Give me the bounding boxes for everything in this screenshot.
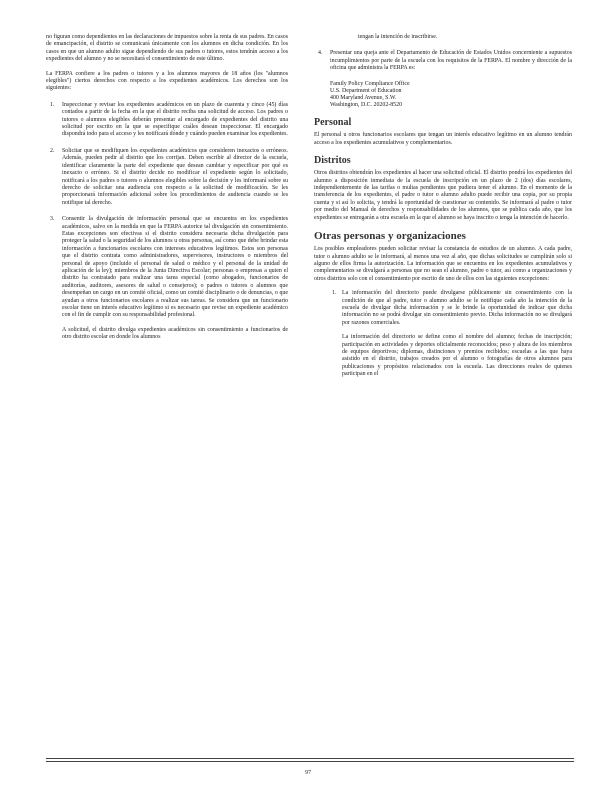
list-number: 1.	[50, 101, 55, 108]
exception-item-1	[314, 290, 572, 378]
footer-rule-top	[46, 758, 574, 759]
list-number: 2.	[50, 147, 55, 154]
rights-item-4	[314, 50, 572, 109]
address-line: Washington, D.C. 20202-8520	[330, 102, 403, 109]
office-address	[330, 81, 572, 110]
list-text: La información del directorio se define como el nombre del alumno; fechas de inscripción; participación en actividades y deportes oficialmente reconocidos; peso y altura de los miembros de equipos deportivos; diplomas, distinciones y premios recibidos; escuelas a las que haya asistido en el distrito, trabajos creados por el alumno o fotografías de otros alumnos para publicaciones y propósitos relacionados con la escuela. Las direcciones reales de quienes participan en el	[342, 334, 572, 378]
address-line: Family Policy Compliance Office	[330, 80, 410, 87]
distritos-text: Otros distritos obtendrán los expedientes al hacer una solicitud oficial. El distrito pondrá los expedientes del alumno a disposición inmediata de la escuela de inscripción en un plazo de 2 (dos) días escolares, independientemente de las tarifas o multas pendientes que pudiera tener el alumno. En el momento de la transferencia de los expedientes, el padre o tutor o alumno adulto puede recibir una copia, por su propia cuenta y si así lo solicita, y tendrá la oportunidad de cuestionar su contenido. Se informará al padre o tutor por medio del Manual de derechos y responsabilidades de los alumnos, que se publica cada año, que los expedientes se entregarán a otra escuela en la que el alumno se haya inscrito o tenga la intención de hacerlo.	[314, 170, 572, 221]
otras-personas-text: Los posibles empleadores pueden solicitar revisar la constancia de estudios de un alumno. A cada padre, tutor o alumno adulto se le informará, al menos una vez al año, que dichas solicitudes se cumplirán solo si alguno de ellos firma la autorización. La información que se encuentra en los expedientes acumulativos y complementarios se divulgará a personas que no sean el alumno, padre o tutor, así como a organizaciones y otros distritos solo con el consentimiento por escrito de uno de ellos con las siguientes excepciones:	[314, 246, 572, 282]
heading-distritos: Distritos	[314, 155, 351, 167]
rights-item-3	[46, 216, 288, 342]
left-column	[46, 34, 288, 342]
list-number: 3.	[50, 216, 55, 223]
list-text: Presentar una queja ante el Departamento de Educación de Estados Unidos concerniente a supuestos incumplimientos por parte de la escuela con los requisitos de la FERPA. El nombre y dirección de la oficina que administra la FERPA es:	[330, 50, 572, 72]
column-continuation: tengan la intención de inscribirse.	[358, 34, 438, 40]
list-text: Solicitar que se modifiquen los expedientes académicos que consideren inexactos o erróneos. Además, pueden pedir al distrito que los corrijan. Deben escribir al director de la escuela, identificar claramente la parte del expediente que desean cambiar y especificar por qué es inexacto o erróneo. Si el distrito decide no modificar el expediente según lo solicitado, notificará a los padres o tutores o alumnos elegibles sobre la decisión y les informará sobre su derecho de solicitar una audiencia con respecto a la solicitud de modificación. Se les proporcionará información adicional sobre los procedimientos de audiencia cuando se les notifique tal derecho.	[62, 147, 288, 206]
list-text: Consentir la divulgación de información personal que se encuentra en los expedientes académicos, salvo en la medida en que la FERPA autorice tal divulgación sin consentimiento. Estas excepciones son efectivas si el distrito considera necesaria dicha divulgación para proteger la salud o la seguridad de los alumnos u otras personas, así como que debe brindar esta información a funcionarios escolares con intereses educativos legítimos. Estos son personas que el distrito contrata como administradores, supervisores, instructores o miembros del personal de apoyo (incluido el personal de salud o médico y el personal de la unidad de aplicación de la ley); miembros de la Junta Directiva Escolar; personas o empresas a quien el distrito ha contratado para realizar una tarea especial (como abogados, funcionarios de auditorías, auditores, asesores de salud o consejeros); o padres o tutores o alumnos que desempeñan un cargo en un comité oficial, como un comité disciplinario o de denuncias, o que ayudan a otros funcionarios escolares a realizar sus tareas. Se considera que un funcionario escolar tiene un interés educativo legítimo si es necesario que revise un expediente académico con el fin de cumplir con su responsabilidad profesional.	[62, 216, 288, 319]
rights-item-1	[46, 102, 288, 139]
address-line: 400 Maryland Avenue, S.W.	[330, 95, 397, 102]
right-column	[314, 34, 572, 379]
personal-text: El personal u otros funcionarios escolares que tengan un interés educativo legítimo en un alumno tendrán acceso a los expedientes acumulativos y complementarios.	[314, 132, 572, 146]
intro-rights: La FERPA confiere a los padres o tutores y a los alumnos mayores de 18 años (los "alumnos elegibles") ciertos derechos con respecto a los expedientes académicos. Los derechos son los siguientes:	[46, 70, 288, 92]
footer-rule-bottom	[46, 761, 574, 762]
list-number: 1.	[332, 290, 337, 297]
list-text: A solicitud, el distrito divulga expedientes académicos sin consentimiento a funcionarios de otro distrito escolar en donde los alumnos	[62, 326, 288, 341]
intro-continuation: no figuran como dependientes en las declaraciones de impuestos sobre la renta de sus padres. En casos de emancipación, el distrito se comunicará únicamente con los alumnos en dicha condición. En los casos en que un alumno adulto sigue dependiendo de sus padres o tutores, estos tendrán acceso a los expedientes del alumno y no se necesitará el consentimiento de este último.	[46, 34, 288, 63]
heading-otras-personas: Otras personas y organizaciones	[314, 230, 466, 243]
list-number: 4.	[318, 50, 323, 57]
address-line: U.S. Department of Education	[330, 87, 402, 94]
page-number: 97	[305, 770, 311, 776]
heading-personal: Personal	[314, 117, 352, 129]
rights-item-2	[46, 148, 288, 207]
list-text: Inspeccionar y revisar los expedientes académicos en un plazo de cuarenta y cinco (45) días contados a partir de la fecha en la que el distrito reciba una solicitud de acceso. Los padres o tutores o alumnos elegibles deberán presentar al encargado de expedientes del distrito una solicitud por escrito en la que se especifique cuáles desean inspeccionar. El encargado dispondrá todo para el acceso y les notificará dónde y cuándo pueden examinar los expedientes.	[62, 101, 288, 138]
list-text: La información del directorio puede divulgarse públicamente sin consentimiento con la condición de que al padre, tutor o alumno adulto se le notifique cada año la intención de la escuela de divulgar dicha información y se le brinde la oportunidad de indicar que dicha información no se podrá divulgar sin consentimiento previo. Dicha información no se divulgará por razones comerciales.	[342, 290, 572, 326]
